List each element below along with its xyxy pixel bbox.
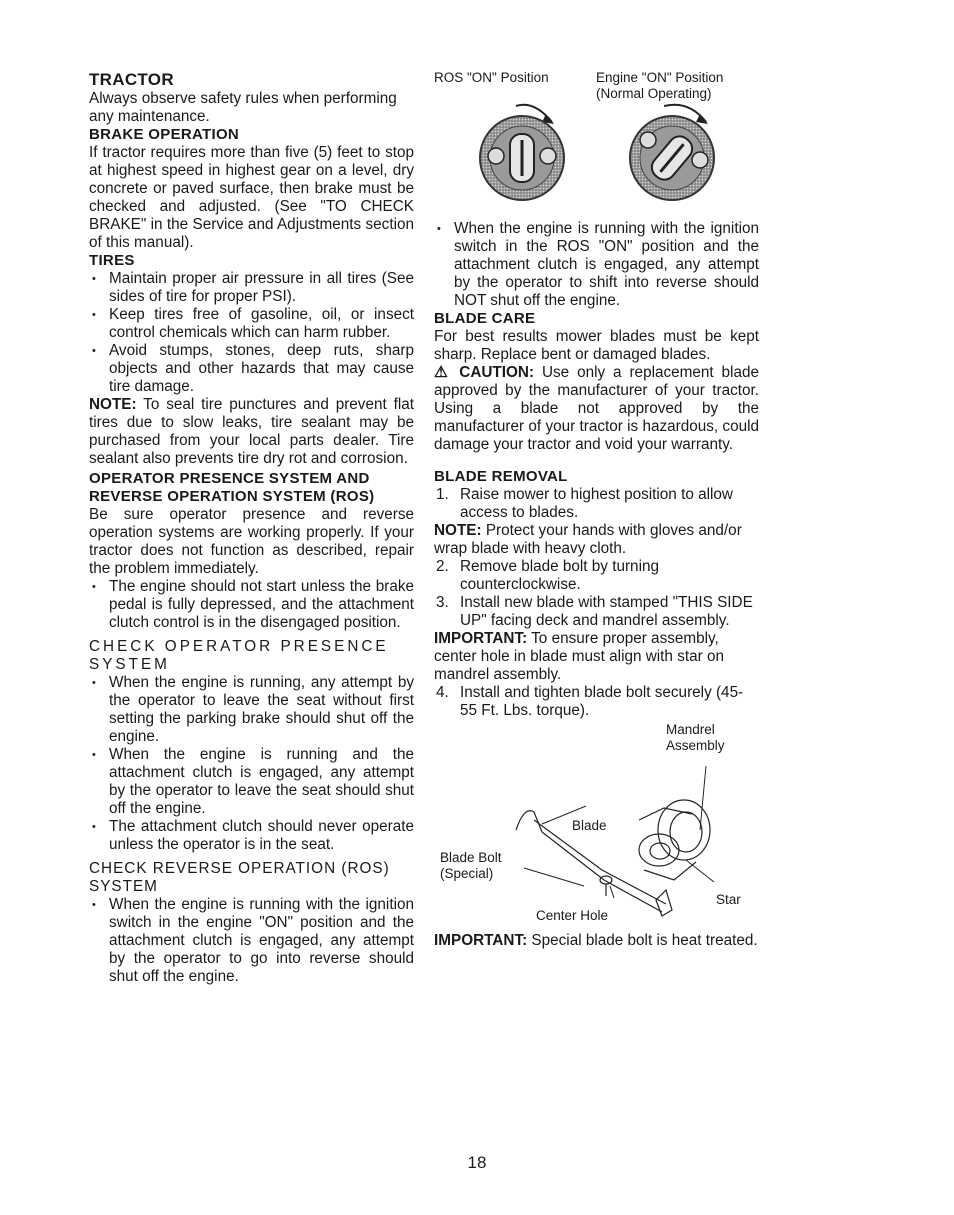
- note-label: NOTE:: [434, 522, 482, 539]
- left-column: [89, 70, 414, 986]
- tires-note: [89, 396, 414, 468]
- list-item: • The engine should not start unless the brake pedal is fully depressed, and the attachment clutch control is in the disengaged position.: [89, 578, 414, 632]
- blade-care-text: For best results mower blades must be kept sharp. Replace bent or damaged blades.: [434, 328, 759, 363]
- list-item: 3. Install new blade with stamped "THIS SIDE UP" facing deck and mandrel assembly.: [436, 594, 753, 629]
- blade-removal-important: [434, 630, 759, 684]
- blade-bolt-label-2: (Special): [440, 866, 494, 881]
- warning-icon: ⚠: [434, 364, 460, 381]
- tires-heading: TIRES: [89, 252, 135, 269]
- blade-removal-heading: BLADE REMOVAL: [434, 468, 568, 485]
- center-hole-label: Center Hole: [536, 908, 609, 923]
- list-item: 4. Install and tighten blade bolt securely (45-55 Ft. Lbs. torque).: [436, 684, 744, 719]
- blade-important-note: [434, 932, 759, 950]
- tires-list: [89, 270, 414, 396]
- ops-text: Be sure operator presence and reverse operation systems are working properly. If your tractor does not function as described, repair the problem immediately.: [89, 506, 414, 577]
- important-label: IMPORTANT:: [434, 630, 528, 647]
- ops-heading: OPERATOR PRESENCE SYSTEM AND REVERSE OPERATION SYSTEM (ROS): [89, 470, 375, 505]
- list-item: • When the engine is running, any attempt by the operator to leave the seat without first setting the parking brake should shut off the engine.: [89, 674, 414, 746]
- brake-heading: BRAKE OPERATION: [89, 126, 240, 143]
- ros-switch-icon: [480, 105, 564, 200]
- note-text: Protect your hands with gloves and/or wrap blade with heavy cloth.: [434, 522, 742, 557]
- star-label: Star: [716, 892, 741, 907]
- blade-care-heading: BLADE CARE: [434, 310, 536, 327]
- list-item: • When the engine is running with the ignition switch in the engine "ON" position and the attachment clutch is engaged, any attempt by the operator to go into reverse should shut off the engine.: [89, 896, 414, 986]
- engine-on-caption: Engine "ON" Position: [596, 70, 724, 85]
- right-column: [434, 70, 759, 950]
- check-ops-heading: CHECK OPERATOR PRESENCE SYSTEM: [89, 638, 389, 673]
- list-item: 1. Raise mower to highest position to allow access to blades.: [436, 486, 733, 521]
- check-ops-list: [89, 674, 414, 854]
- blade-removal-steps-a: [434, 486, 759, 522]
- blade-care-caution: [434, 364, 759, 454]
- important-text: Special blade bolt is heat treated.: [527, 932, 758, 949]
- tractor-intro: Always observe safety rules when performing any maintenance.: [89, 90, 397, 125]
- list-item: • Avoid stumps, stones, deep ruts, sharp objects and other hazards that may cause tire damage.: [89, 342, 414, 396]
- mandrel-icon: [639, 800, 710, 880]
- note-text: To seal tire punctures and prevent flat tires due to slow leaks, tire sealant may be purchased from your local parts dealer. Tire sealant also prevents tire dry rot and corrosion.: [89, 396, 414, 467]
- mandrel-label: Mandrel: [666, 722, 715, 737]
- engine-on-caption-sub: (Normal Operating): [596, 86, 712, 101]
- ignition-switch-drawings: [434, 70, 759, 220]
- caution-label: CAUTION:: [459, 364, 535, 381]
- check-ros-list: [89, 896, 414, 986]
- blade-bolt-label: Blade Bolt: [440, 850, 502, 865]
- ops-list: [89, 578, 414, 632]
- blade-removal-steps-c: [434, 684, 759, 720]
- note-label: NOTE:: [89, 396, 137, 413]
- list-item: • Maintain proper air pressure in all tires (See sides of tire for proper PSI).: [89, 270, 414, 306]
- brake-text: If tractor requires more than five (5) feet to stop at highest speed in highest gear on a level, dry concrete or paved surface, then brake must be checked and adjusted. (See "TO CHECK BRAKE" in the Service and Adjustments section of this manual).: [89, 144, 414, 251]
- list-item: 2. Remove blade bolt by turning counterclockwise.: [436, 558, 659, 593]
- important-text: To ensure proper assembly, center hole in blade must align with star on mandrel assembly.: [434, 630, 724, 683]
- blade-label: Blade: [572, 818, 607, 833]
- blade-assembly-figure: [434, 720, 759, 923]
- ignition-switch-figure: [434, 70, 759, 220]
- ros-on-caption: ROS "ON" Position: [434, 70, 549, 85]
- tractor-heading: TRACTOR: [89, 70, 174, 89]
- caution-text: Use only a replacement blade approved by the manufacturer of your tractor. Using a blade not approved by the manufacturer of your tractor is hazardous, could damage your tractor and void your warranty.: [434, 364, 759, 453]
- important-label: IMPORTANT:: [434, 932, 528, 949]
- page-number: 18: [467, 1153, 487, 1172]
- ros-note-list: [434, 220, 759, 310]
- blade-removal-note: [434, 522, 759, 558]
- engine-on-switch-icon: [630, 105, 714, 200]
- list-item: • When the engine is running and the attachment clutch is engaged, any attempt by the operator to leave the seat should shut off the engine.: [89, 746, 414, 818]
- list-item: • When the engine is running with the ignition switch in the ROS "ON" position and the attachment clutch is engaged, any attempt by the operator to shift into reverse should NOT shut off the engine.: [434, 220, 759, 310]
- mandrel-label-2: Assembly: [666, 738, 725, 753]
- blade-removal-steps-b: [434, 558, 759, 630]
- list-item: • Keep tires free of gasoline, oil, or insect control chemicals which can harm rubber.: [89, 306, 414, 342]
- list-item: • The attachment clutch should never operate unless the operator is in the seat.: [89, 818, 414, 854]
- check-ros-heading: CHECK REVERSE OPERATION (ROS) SYSTEM: [89, 860, 390, 895]
